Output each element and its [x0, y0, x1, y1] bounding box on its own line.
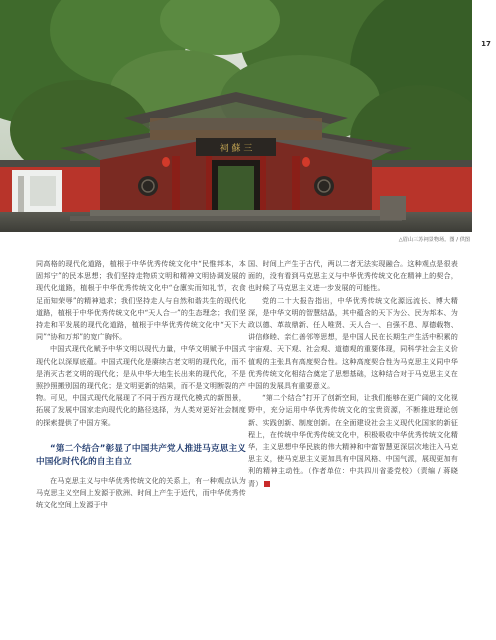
temple-illustration — [0, 0, 472, 232]
article-column-left — [36, 258, 246, 511]
article-column-right — [248, 258, 458, 490]
photo-caption: △眉山三苏祠景物场。图 / 供图 — [398, 237, 470, 243]
temple-gate-photo — [0, 0, 472, 232]
body-paragraph: 在马克思主义与中华优秀传统文化的关系上，有一种观点认为马克思主义空间上发源于欧洲、时间上产生于近代，而中华优秀传统文化空间上发源于中 — [36, 475, 246, 510]
body-paragraph: 党的二十大报告指出，中华优秀传统文化源远流长、博大精深，是中华文明的智慧结晶，其中蕴含的天下为公、民为邦本、为政以德、革故鼎新、任人唯贤、天人合一、自强不息、厚德载物、讲信修睦、亲仁善邻等思想，是中国人民在长期生产生活中积累的宇宙观、天下观、社会观、道德观的重要体现，同科学社会主义价值观的主张具有高度契合性。这种高度契合性为马克思主义同中华优秀传统文化相结合奠定了思想基础，这种结合对于马克思主义在中国的发展具有重要意义。 — [248, 295, 458, 391]
end-mark-icon — [264, 481, 270, 487]
body-paragraph: 同高格的现代化道路，植根于中华优秀传统文化中“民惟邦本，本固邦宁”的民本思想；我们坚持走物质文明和精神文明协调发展的现代化道路，植根于中华优秀传统文化中“仓廪实而知礼节，衣食足而知荣辱”的精神追求；我们坚持走人与自然和谐共生的现代化道路，植根于中华优秀传统文化中“天人合一”的生态理念；我们坚持走和平发展的现代化道路，植根于中华优秀传统文化中“天下大同”“协和万邦”的宽广胸怀。 — [36, 259, 246, 342]
final-text: “第二个结合”打开了创新空间，让我们能够在更广阔的文化视野中，充分运用中华优秀传统文化的宝贵资源，不断推进理论创新、实践创新、制度创新。在全面建设社会主义现代化国家的新征程上，在传统中华优秀传统文化中，积极吸收中华优秀传统文化精华，主义思想中华民族的伟大精神和中富智慧更深层次地注入马克思主义，使马克思主义更加具有中国风格、中国气派，展现更加有利的精神主动性。（作者单位：中共四川省委党校）（责编 / 蒋晓青） — [248, 393, 458, 488]
temple-plaque-text: 祠 蘇 三 — [219, 144, 253, 154]
body-paragraph-final — [248, 392, 458, 490]
section-heading: “第二个结合”彰显了中国共产党人推进马克思主义中国化时代化的自主自立 — [36, 443, 246, 467]
page-number: 17 — [481, 40, 491, 48]
body-paragraph: 国、时间上产生于古代，两以二者无法实现融合。这种观点是很表面的，没有看到马克思主义与中华优秀传统文化在精神上的契合，也时候了马克思主义进一步发展的可能性。 — [248, 259, 458, 293]
body-paragraph: 中国式现代化赋予中华文明以现代力量，中华文明赋予中国式现代化以深厚底蕴。中国式现代化是赓续古老文明的现代化，而不是消灭古老文明的现代化；是从中华大地生长出来的现代化，不是照抄照搬别国的现代化；是文明更新的结果，而不是文明断裂的产物。可见，中国式现代化展现了不同于西方现代化模式的新图景，拓展了发展中国家走向现代化的路径选择，为人类对更好社会制度的探索提供了中国方案。 — [36, 344, 246, 427]
